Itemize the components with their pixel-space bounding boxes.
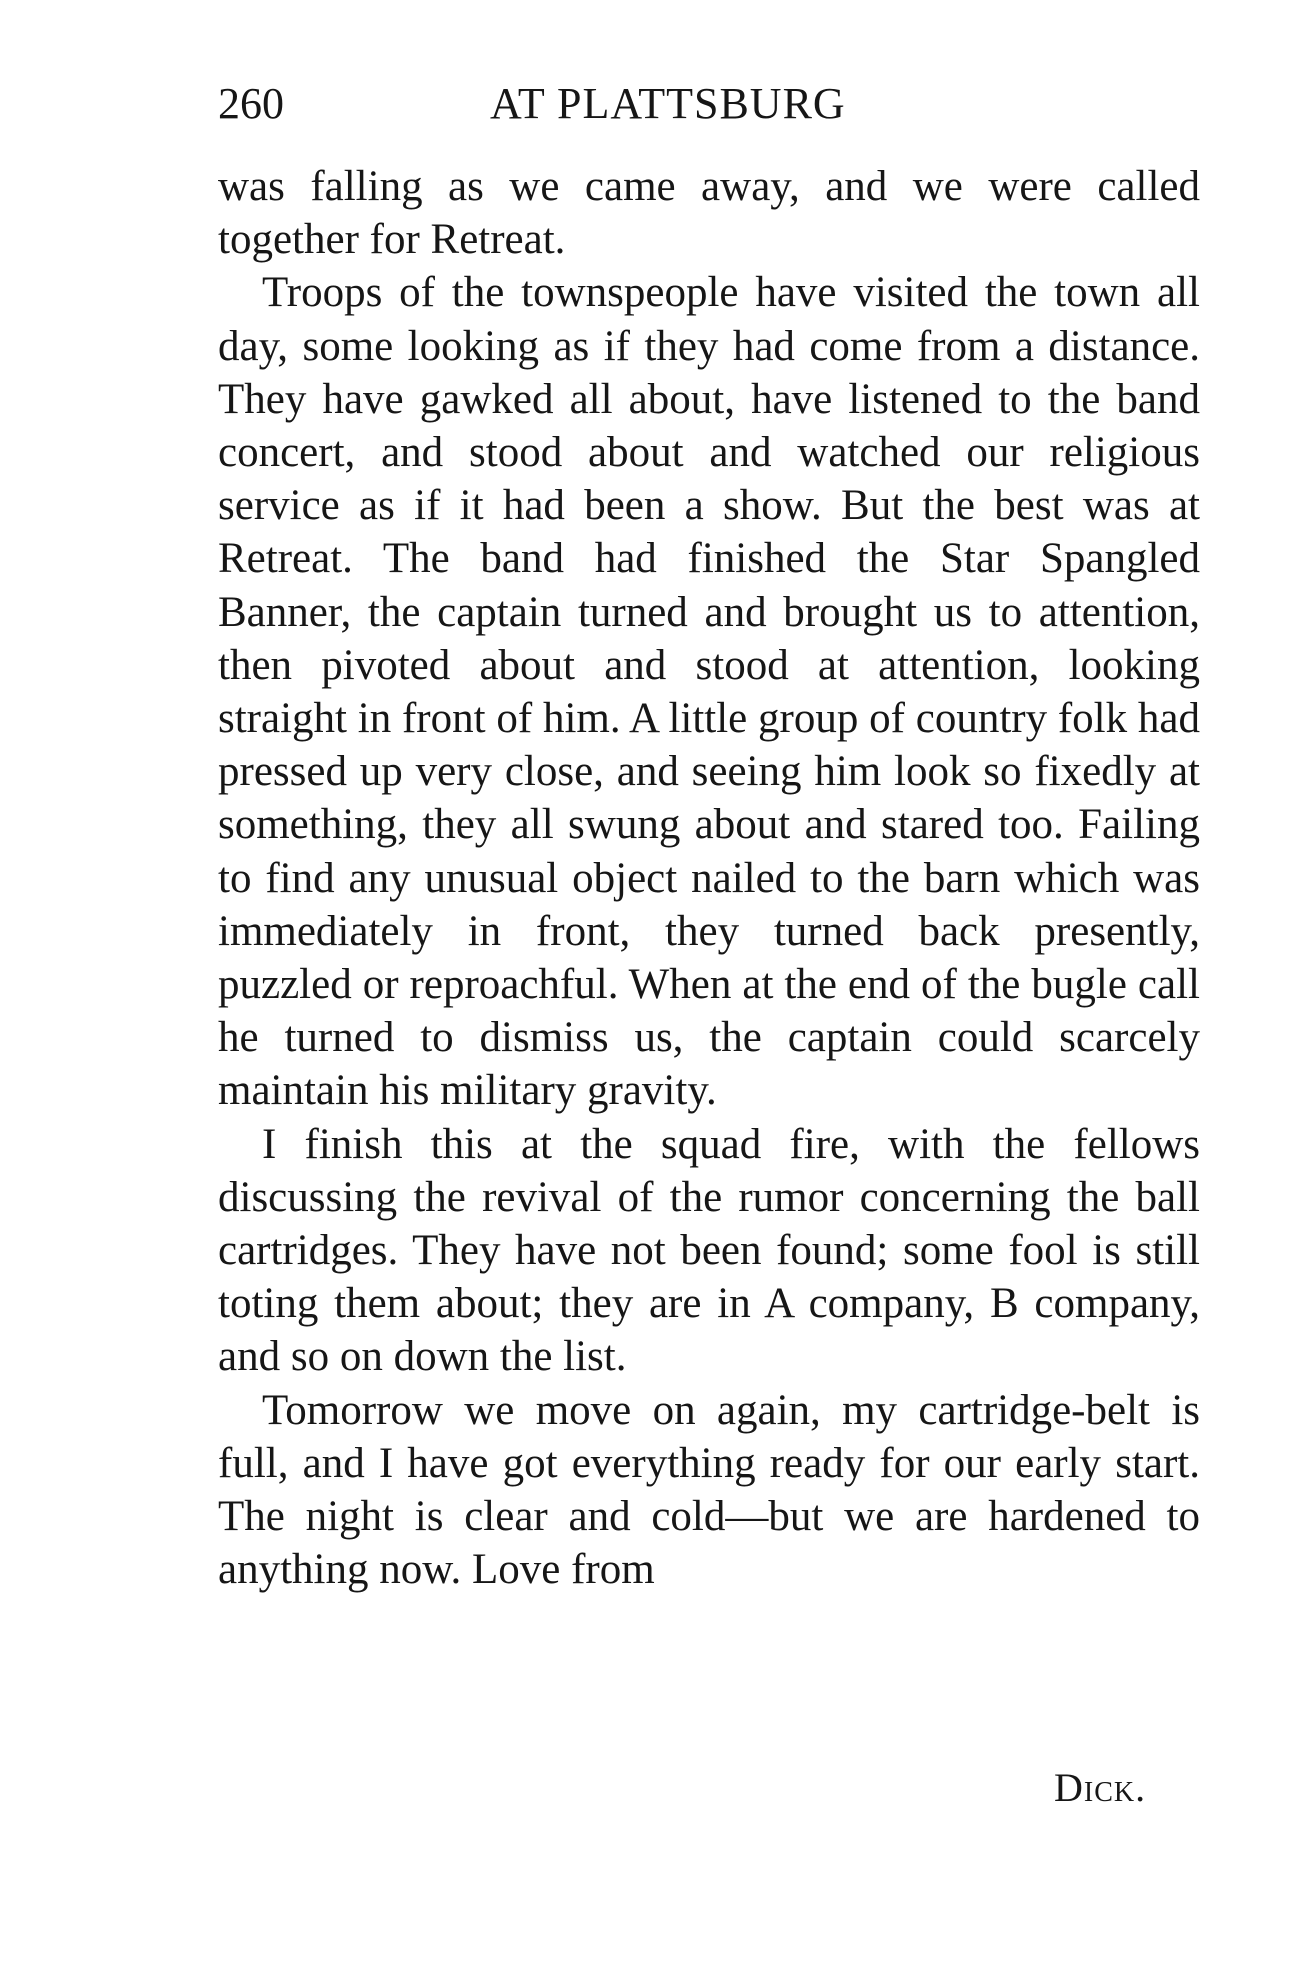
running-title: AT PLATTSBURG (490, 79, 846, 128)
body-text (218, 160, 1200, 1596)
paragraph-squad-fire: I finish this at the squad fire, with the fellows discussing the revival of the rumor concerning the ball cartridges. They have not been found; some fool is still toting them about; they are in A company, B company, and so on down the list. (218, 1120, 1200, 1381)
paragraph-closing: Tomorrow we move on again, my cartridge-belt is full, and I have got everything ready for our early start. The night is clear and cold—but we are hardened to anything now. Love from (218, 1386, 1200, 1594)
paragraph-retreat: Troops of the townspeople have visited the town all day, some looking as if they had come from a distance. They have gawked all about, have listened to the band concert, and stood about and watched our religious service as if it had been a show. But the best was at Retreat. The band had finished the Star Spangled Banner, the captain turned and brought us to attention, then pivoted about and stood at attention, looking straight in front of him. A little group of country folk had pressed up very close, and seeing him look so fixedly at something, they all swung about and stared too. Failing to find any unusual object nailed to the barn which was immediately in front, they turned back presently, puzzled or reproachful. When at the end of the bugle call he turned to dismiss us, the captain could scarcely maintain his military gravity. (218, 269, 1200, 1115)
page-number: 260 (218, 79, 284, 128)
paragraph-continuation: was falling as we came away, and we were called together for Retreat. (218, 163, 1200, 264)
signature: Dick. (1054, 1765, 1147, 1810)
running-head (218, 74, 1198, 134)
